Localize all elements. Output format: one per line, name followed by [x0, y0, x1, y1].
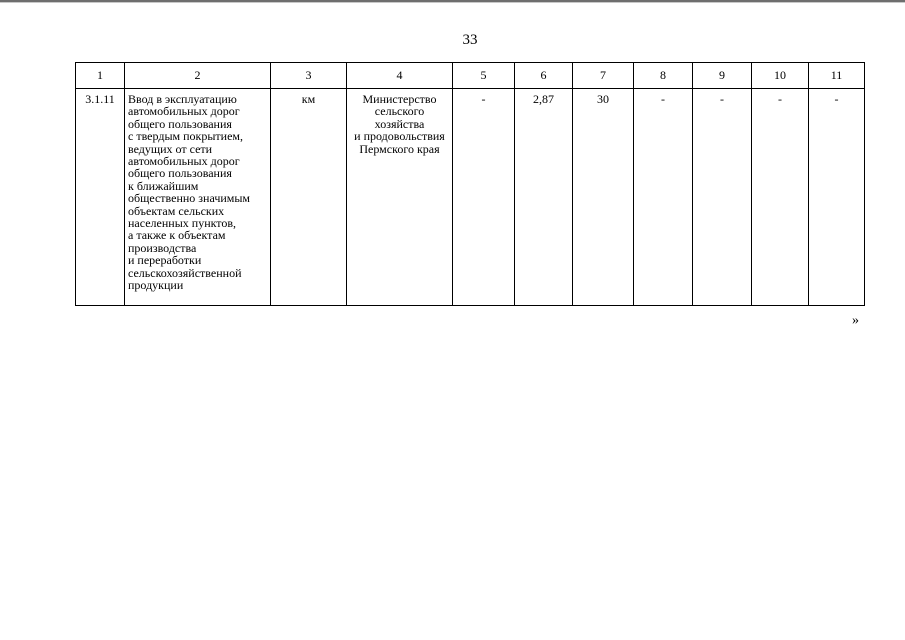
header-col-6: 6: [515, 63, 573, 89]
row-executor-cell: [347, 89, 453, 306]
name-line: общественно значимым: [128, 191, 251, 206]
closing-quote-mark: »: [852, 313, 859, 328]
name-line: населенных пунктов,: [128, 216, 237, 231]
row-col8-cell: -: [634, 89, 693, 306]
header-col-11: 11: [809, 63, 865, 89]
row-id-cell: 3.1.11: [76, 89, 125, 306]
header-row: [76, 63, 865, 89]
row-name-cell: [125, 89, 271, 306]
row-unit-cell: км: [271, 89, 347, 306]
row-col11-cell: -: [809, 89, 865, 306]
name-line: продукции: [128, 278, 184, 293]
header-col-5: 5: [453, 63, 515, 89]
executor-line: хозяйства: [374, 116, 425, 131]
header-col-10: 10: [752, 63, 809, 89]
name-line: автомобильных дорог: [128, 104, 240, 119]
name-line: производства: [128, 240, 197, 255]
executor-line: Министерство: [362, 92, 437, 106]
row-col7-cell: 30: [573, 89, 634, 306]
name-line: и переработки: [128, 253, 202, 268]
executor-line: и продовольствия: [354, 129, 445, 144]
name-line: Ввод в эксплуатацию: [128, 92, 237, 106]
name-line: общего пользования: [128, 116, 232, 131]
header-col-9: 9: [693, 63, 752, 89]
row-col10-cell: -: [752, 89, 809, 306]
header-col-1: 1: [76, 63, 125, 89]
executor-line: Пермского края: [359, 141, 440, 156]
header-col-4: 4: [347, 63, 453, 89]
scan-top-edge-shadow: [0, 2, 905, 3]
row-col6-cell: 2,87: [515, 89, 573, 306]
name-line: объектам сельских: [128, 203, 225, 218]
program-table: [75, 62, 865, 306]
page-number: 33: [462, 32, 478, 48]
header-col-7: 7: [573, 63, 634, 89]
name-line: общего пользования: [128, 166, 232, 181]
name-line: к ближайшим: [128, 178, 199, 193]
header-col-3: 3: [271, 63, 347, 89]
name-line: а также к объектам: [128, 228, 226, 243]
row-col9-cell: -: [693, 89, 752, 306]
table-row: [76, 89, 865, 306]
name-line: ведущих от сети: [128, 141, 213, 156]
header-col-2: 2: [125, 63, 271, 89]
name-line: сельскохозяйственной: [128, 265, 242, 280]
name-line: автомобильных дорог: [128, 154, 240, 169]
row-col5-cell: -: [453, 89, 515, 306]
header-col-8: 8: [634, 63, 693, 89]
name-line: с твердым покрытием,: [128, 129, 243, 144]
executor-line: сельского: [374, 104, 425, 119]
